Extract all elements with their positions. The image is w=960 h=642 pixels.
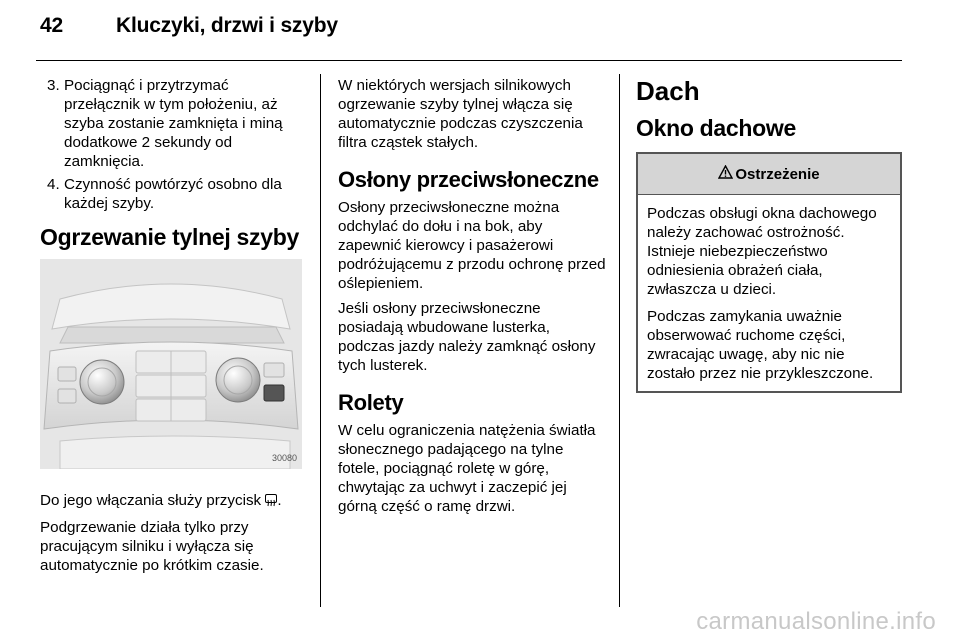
page-title: Kluczyki, drzwi i szyby (116, 14, 338, 37)
paragraph: Podczas zamykania uważnie obserwować ruchome części, zwracając uwagę, aby nic nie zostało przez nie przykleszczone. (647, 308, 874, 382)
paragraph: Podgrzewanie działa tylko przy pracującym silniku i wyłącza się automatycznie po krótkim czasie. (40, 519, 264, 574)
paragraph: W celu ograniczenia natężenia światła słonecznego padającego na tylne fotele, pociągnąć roletę w górę, chwytając za uchwyt i zaczepić jej górną część o ramę drzwi. (338, 422, 596, 515)
warning-body (638, 195, 900, 391)
column-3 (636, 76, 902, 393)
column-divider (320, 74, 321, 607)
watermark: carmanualsonline.info (696, 608, 936, 635)
paragraph: Podczas obsługi okna dachowego należy zachować ostrożność. Istnieje niebezpieczeństwo odniesienia obrażeń ciała, zwłaszcza u dzieci. (647, 205, 877, 298)
section-heading-sun-visors: Osłony przeciwsłoneczne (338, 167, 599, 192)
list-item (40, 175, 302, 213)
warning-header (638, 154, 900, 195)
column-1 (40, 76, 302, 581)
section-heading-rear-window-heating: Ogrzewanie tylnej szyby (40, 224, 299, 250)
paragraph-text: Do jego włączania służy przycisk (40, 492, 266, 509)
paragraph (40, 491, 302, 512)
step-number: 3. (47, 77, 60, 94)
page-header (40, 14, 338, 38)
step-text: Pociągnąć i przytrzymać przełącznik w tym położeniu, aż szyba zostanie zamknięta i miną dodatkowe 2 sekundy od zamknięcia. (64, 77, 283, 170)
column-2 (338, 76, 606, 522)
list-item (40, 76, 302, 171)
paragraph: Osłony przeciwsłoneczne można odchylać do dołu i na bok, aby zapewnić kierowcy i pasażerowi podróżującemu z przodu ochronę przed oślepieniem. (338, 199, 606, 292)
column-divider (619, 74, 620, 607)
paragraph: Jeśli osłony przeciwsłoneczne posiadają wbudowane lusterka, podczas jazdy należy zamknąć osłony tych lusterek. (338, 300, 596, 374)
climate-control-panel-image (40, 259, 302, 469)
subsection-heading-sunroof: Okno dachowe (636, 115, 796, 141)
warning-triangle-icon (718, 165, 733, 184)
section-heading-sunblinds: Rolety (338, 390, 404, 415)
paragraph: W niektórych wersjach silnikowych ogrzewanie szyby tylnej włącza się automatycznie podczas czyszczenia filtra cząstek stałych. (338, 77, 583, 151)
steps-list (40, 76, 302, 213)
figure-label: 30080 (272, 453, 298, 463)
paragraph-text: . (277, 492, 282, 509)
warning-title: Ostrzeżenie (735, 165, 820, 183)
rear-defrost-icon (265, 493, 277, 512)
section-heading-roof: Dach (636, 76, 700, 106)
header-divider (36, 60, 902, 61)
warning-box (636, 152, 902, 393)
page-number: 42 (40, 14, 63, 37)
step-number: 4. (47, 176, 60, 193)
step-text: Czynność powtórzyć osobno dla każdej szyby. (64, 176, 282, 212)
